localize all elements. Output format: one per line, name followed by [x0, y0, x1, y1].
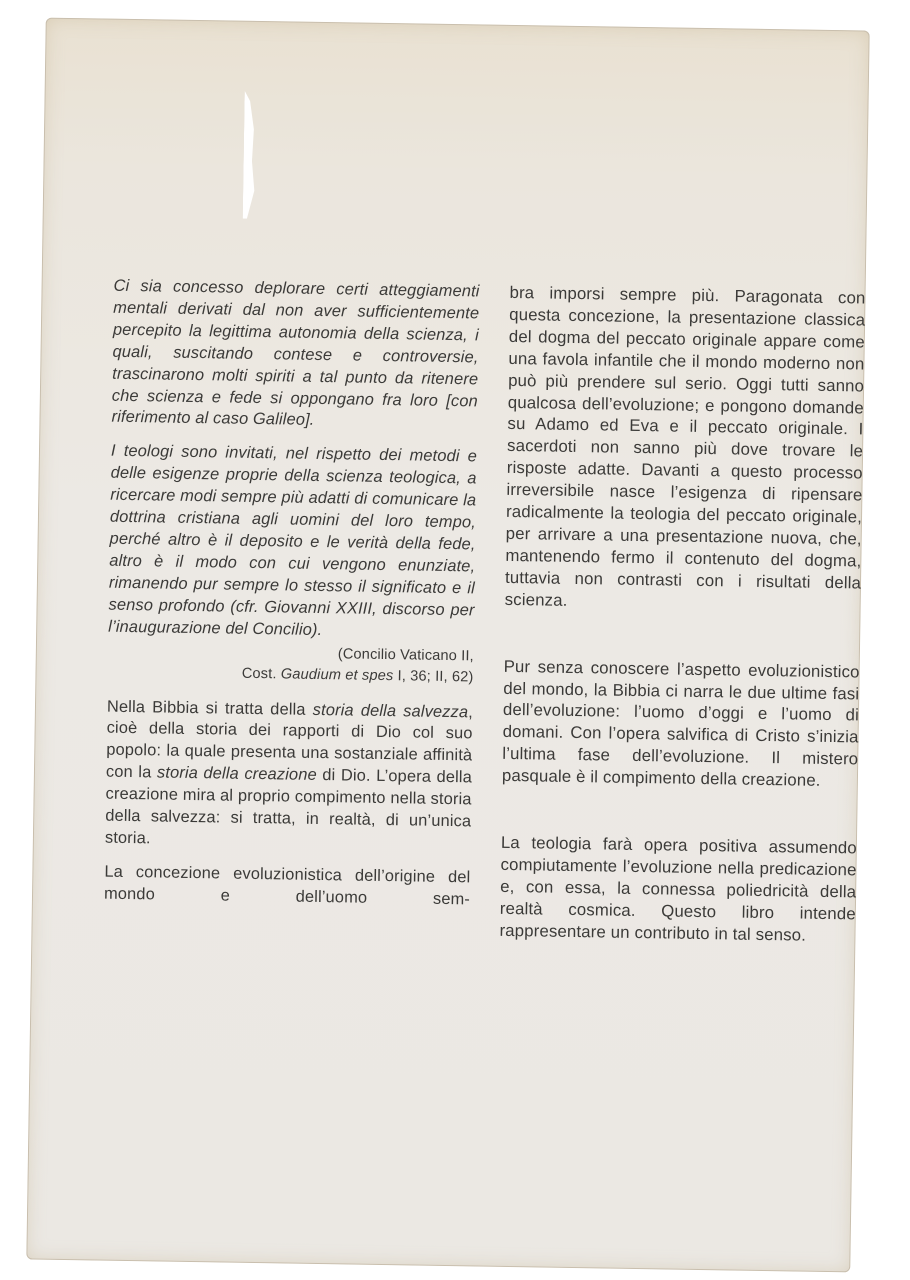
paragraph-concezione-start: La concezione evoluzionistica dell’origine del mondo e dell’uomo sem- — [103, 862, 471, 909]
citation-line-1: (Concilio Vaticano II, — [337, 645, 474, 664]
paragraph-teologia: La teologia farà opera positiva assumendo compiutamente l’evoluzione nella predicazione e, con essa, la connessa poliedricità della realtà cosmica. Questo libro intende rappresentare un contributo in tal senso. — [499, 832, 858, 945]
right-column — [499, 282, 865, 947]
left-column — [104, 276, 480, 911]
citation-line-2: Cost. Gaudium et spes I, 36; II, 62) — [241, 665, 474, 685]
paragraph-concezione-continued: bra imporsi sempre più. Paragonata con questa concezione, la presentazione classica del dogma del peccato originale appare come una favola infantile che il mondo moderno non può più prendere sul serio. Oggi tutti sanno qualcosa dell’evoluzione; e pongono domande su Adamo ed Eva e il peccato originale. I sacerdoti non sanno più dove trovare le risposte adatte. Davanti a questo processo irreversibile nasce l’esigenza di ripensare radicalmente la teologia del peccato originale, per arrivare a una presentazione nuova, che, mantenendo fermo il contenuto del dogma, tuttavia non contrasti con i risultati della scienza. — [504, 282, 866, 610]
council-quote — [108, 276, 480, 644]
quote-paragraph-2: I teologi sono invitati, nel rispetto dei metodi e delle esigenze proprie della scienza teologica, a ricercare modi sempre più adatti di comunicare la dottrina cristiana agli uomini del loro tempo, perché altro è il deposito e le verità della fede, altro è il modo con cui vengono enunziate, rimanendo pur sempre lo stesso il significato e il senso profondo (cfr. Giovanni XXIII, discorso per l’inaugurazione del Concilio). — [108, 442, 478, 639]
book-back-cover — [26, 18, 869, 1273]
paragraph-bibbia: Nella Bibbia si tratta della storia della salvezza, cioè della storia dei rapporti di Dio col suo popolo: la quale presenta una sostanziale affinità con la storia della creazione di Dio. L’opera della creazione mira al proprio compimento nella storia della salvezza: si tratta, in realtà, di un’unica storia. — [104, 697, 474, 848]
paragraph-bibbia-evoluzione: Pur senza conoscere l’aspetto evoluzionistico del mondo, la Bibbia ci narra le due ultime fasi dell’evoluzione: l’uomo d’oggi e l’uomo di domani. Con l’opera salvifica di Cristo s’inizia l’ultima fase dell’evoluzione. Il mistero pasquale è il compimento della creazione. — [501, 656, 860, 790]
quote-paragraph-1: Ci sia concesso deplorare certi atteggiamenti mentali derivati dal non aver sufficientemente percepito la legittima autonomia della scienza, i quali, suscitando contese e controversie, trascinarono molti spiriti a tal punto da ritenere che scienza e fede si oppongano fra loro [con riferimento al caso Galileo]. — [111, 276, 480, 430]
emphasis-storia-salvezza: storia della salvezza — [312, 700, 469, 721]
paper-tear-mark — [243, 91, 259, 219]
quote-citation — [107, 640, 474, 688]
emphasis-storia-creazione: storia della creazione — [156, 763, 317, 785]
citation-title: Gaudium et spes — [280, 665, 394, 684]
